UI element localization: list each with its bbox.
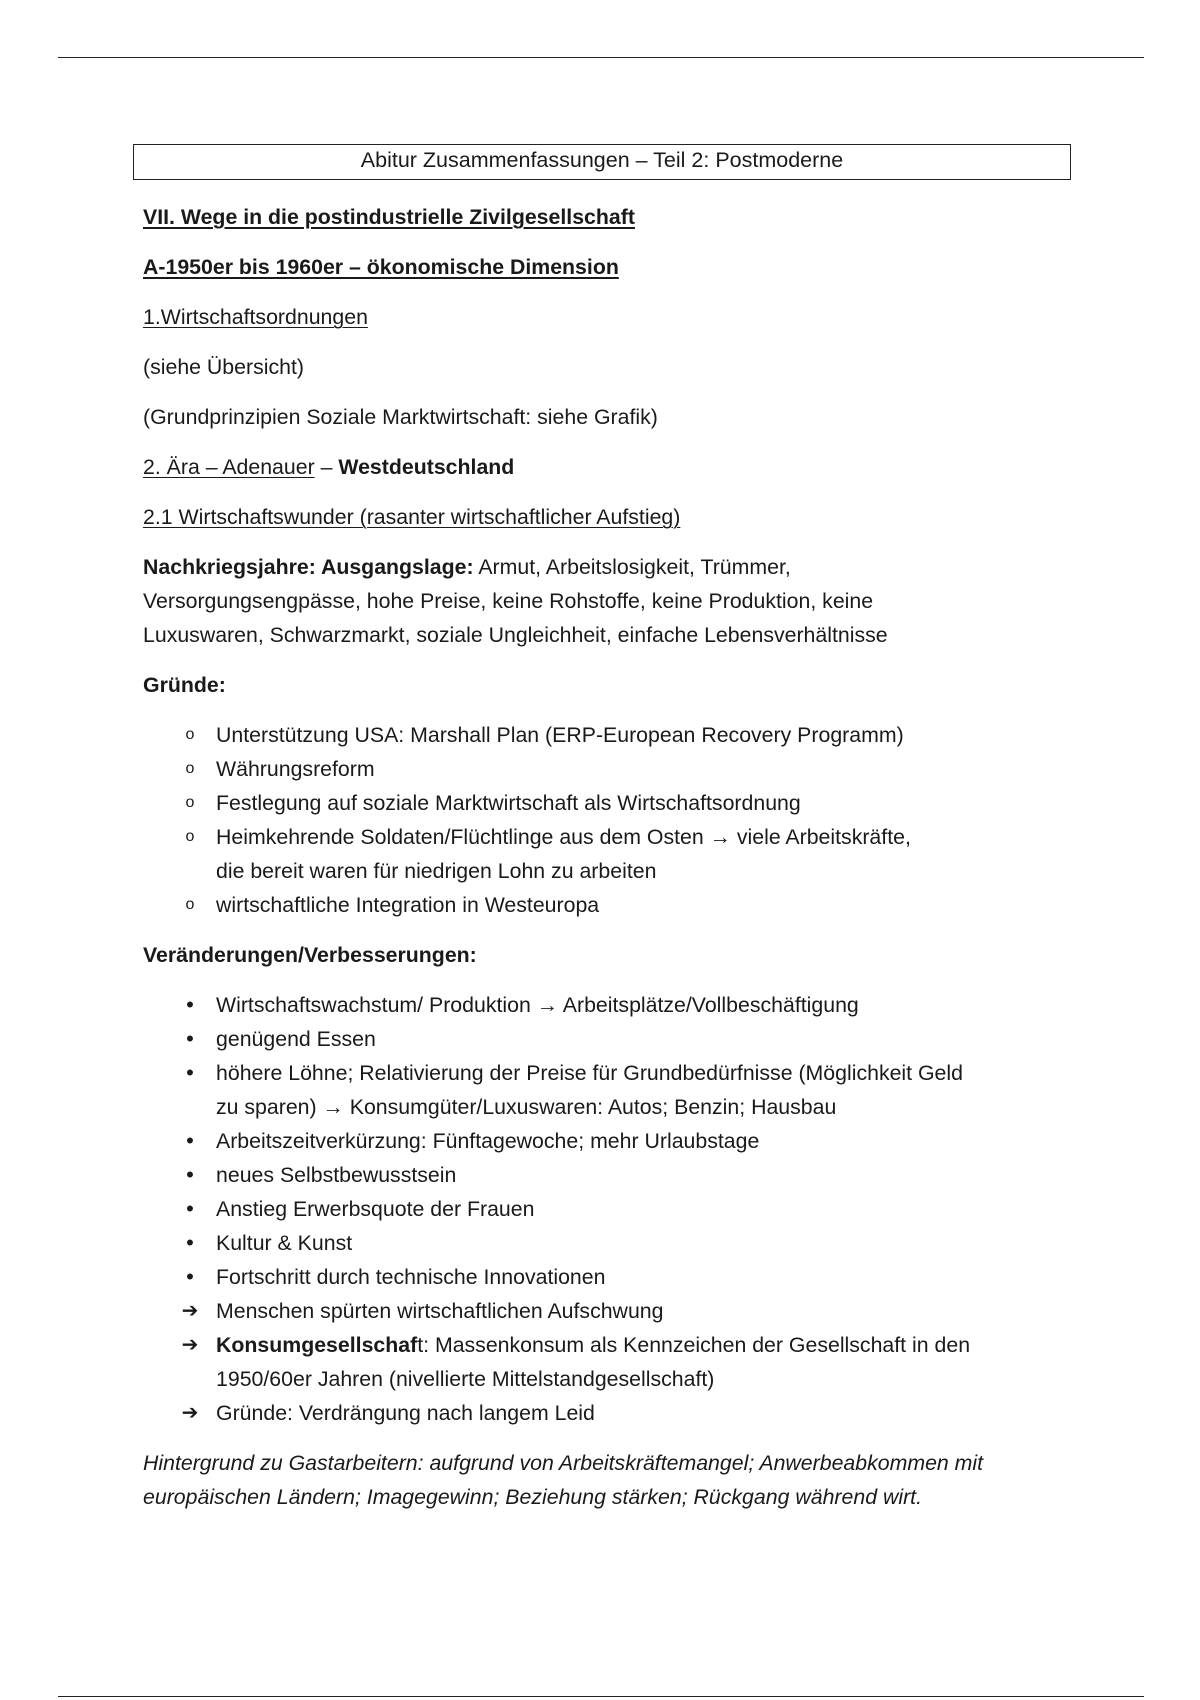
list-item-text: Kultur & Kunst [216, 1231, 353, 1255]
section-2-title [143, 450, 1043, 484]
section-2-title-sep: – [314, 455, 339, 479]
list-item [143, 1328, 1006, 1396]
gruende-label: Gründe: [143, 673, 226, 697]
section-1-line-1: (siehe Übersicht) [143, 355, 304, 379]
circle-bullet-icon: o [185, 726, 195, 743]
list-item [143, 1158, 1043, 1192]
circle-bullet-icon: o [185, 828, 195, 845]
list-item-text: wirtschaftliche Integration in Westeuropa [216, 893, 600, 917]
list-item-text: höhere Löhne; Relativierung der Preise für Grundbedürfnisse (Möglichkeit Geld zu sparen) → Konsumgüter/Luxuswaren: Autos; Benzin; Hausbau [216, 1061, 963, 1119]
list-item [143, 1022, 1043, 1056]
list-item [143, 1396, 1043, 1430]
list-item [143, 786, 1043, 820]
page-title-box [133, 144, 1071, 180]
list-item [143, 888, 1043, 922]
hintergrund-paragraph: Hintergrund zu Gastarbeitern: aufgrund von Arbeitskräftemangel; Anwerbeabkommen mit europäischen Ländern; Imagegewinn; Beziehung stärken; Rückgang während wirt. [143, 1451, 984, 1509]
list-item-text: neues Selbstbewusstsein [216, 1163, 457, 1187]
list-item [143, 1294, 1043, 1328]
bullet-icon: • [186, 992, 194, 1017]
list-item [143, 820, 916, 888]
section-1-line-2: (Grundprinzipien Soziale Marktwirtschaft: siehe Grafik) [143, 405, 658, 429]
page-title: Abitur Zusammenfassungen – Teil 2: Postmoderne [360, 147, 844, 172]
arrow-right-icon: ➔ [181, 1402, 199, 1424]
circle-bullet-icon: o [185, 794, 195, 811]
list-item-text: genügend Essen [216, 1027, 376, 1051]
list-item-text: Fortschritt durch technische Innovationen [216, 1265, 606, 1289]
circle-bullet-icon: o [185, 760, 195, 777]
section-1-title: 1.Wirtschaftsordnungen [143, 305, 368, 329]
gruende-list [143, 718, 1043, 922]
nachkrieg-text: Armut, Arbeitslosigkeit, Trümmer, Versorgungsengpässe, hohe Preise, keine Rohstoffe, keine Produktion, keine Luxuswaren, Schwarzmarkt, soziale Ungleichheit, einfache Lebensverhältnisse [143, 555, 888, 647]
veraenderungen-list [143, 988, 1043, 1430]
list-item [143, 988, 1043, 1022]
bullet-icon: • [186, 1026, 194, 1051]
section-2-title-underlined: 2. Ära – Adenauer [143, 455, 315, 479]
konsumgesellschaft-text: t: Massenkonsum als Kennzeichen der Gesellschaft in den 1950/60er Jahren (nivellierte Mittelstandgesellschaft) [216, 1333, 971, 1391]
konsumgesellschaft-bold: Konsumgesellschaf [216, 1333, 418, 1357]
list-item-text: Heimkehrende Soldaten/Flüchtlinge aus dem Osten → viele Arbeitskräfte, die bereit waren für niedrigen Lohn zu arbeiten [216, 825, 911, 883]
arrow-right-icon: ➔ [181, 1300, 199, 1322]
veraenderungen-label: Veränderungen/Verbesserungen: [143, 943, 477, 967]
section-2-title-bold: Westdeutschland [338, 455, 515, 479]
bottom-rule [58, 1696, 1144, 1697]
list-item [143, 1226, 1043, 1260]
list-item-text: Menschen spürten wirtschaftlichen Aufschwung [216, 1299, 664, 1323]
document-body [143, 200, 1043, 1514]
list-item-text: Arbeitszeitverkürzung: Fünftagewoche; mehr Urlaubstage [216, 1129, 760, 1153]
top-rule [58, 57, 1144, 58]
list-item-text: Gründe: Verdrängung nach langem Leid [216, 1401, 595, 1425]
list-item [143, 1260, 1043, 1294]
heading-a: A-1950er bis 1960er – ökonomische Dimension [143, 255, 619, 279]
list-item [143, 1056, 986, 1124]
section-2-1-title: 2.1 Wirtschaftswunder (rasanter wirtschaftlicher Aufstieg) [143, 505, 681, 529]
nachkrieg-paragraph [143, 550, 923, 652]
list-item [143, 752, 1043, 786]
bullet-icon: • [186, 1162, 194, 1187]
bullet-icon: • [186, 1264, 194, 1289]
arrow-right-icon: ➔ [181, 1334, 199, 1356]
bullet-icon: • [186, 1060, 194, 1085]
list-item-text: Währungsreform [216, 757, 375, 781]
list-item-text: Unterstützung USA: Marshall Plan (ERP-European Recovery Programm) [216, 723, 904, 747]
bullet-icon: • [186, 1230, 194, 1255]
list-item [143, 1124, 1043, 1158]
bullet-icon: • [186, 1196, 194, 1221]
list-item-text: Festlegung auf soziale Marktwirtschaft als Wirtschaftsordnung [216, 791, 801, 815]
list-item-text: Anstieg Erwerbsquote der Frauen [216, 1197, 535, 1221]
bullet-icon: • [186, 1128, 194, 1153]
list-item-text: Wirtschaftswachstum/ Produktion → Arbeitsplätze/Vollbeschäftigung [216, 993, 859, 1017]
circle-bullet-icon: o [185, 896, 195, 913]
heading-vii: VII. Wege in die postindustrielle Zivilgesellschaft [143, 205, 635, 229]
list-item [143, 1192, 1043, 1226]
nachkrieg-label: Nachkriegsjahre: Ausgangslage: [143, 555, 474, 579]
list-item [143, 718, 1043, 752]
